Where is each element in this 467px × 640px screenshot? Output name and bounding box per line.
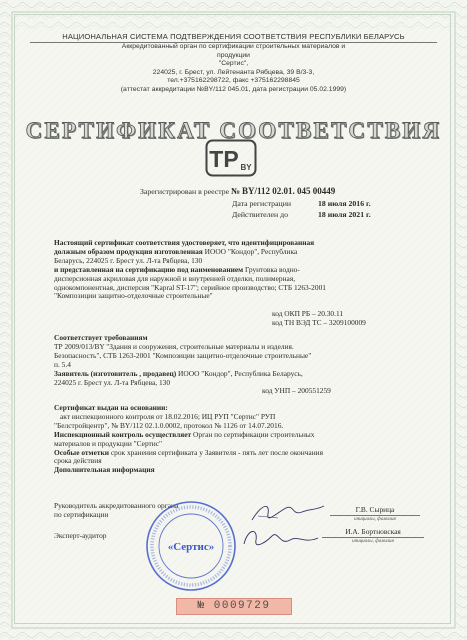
head-name: Г.В. Сырица — [330, 506, 420, 516]
registry-label: Зарегистрирован в реестре — [140, 187, 230, 196]
tr-by-mark-icon — [205, 139, 257, 177]
stamp-center-text: «Сертис» — [167, 541, 215, 553]
reg-date-line — [232, 199, 442, 208]
organization-stamp — [143, 498, 239, 594]
serial-number-plate — [176, 598, 292, 615]
valid-date-label: Действителен до — [232, 210, 288, 219]
applicant-label: Заявитель (изготовитель , продавец) — [54, 368, 177, 378]
requirements-line-2: Безопасность", СТБ 1263-2001 "Композиции защитно-отделочные строительные" — [54, 350, 312, 360]
logo-main-text: TP — [209, 146, 239, 172]
head-label-2: по сертификации — [54, 509, 109, 519]
expert-name: И.А. Бортновская — [322, 528, 424, 538]
authority-phones: тел.+375162298722, факс +375162298845 — [167, 77, 300, 85]
cert-bold: и представленная на сертификацию под наименованием — [54, 264, 244, 274]
valid-date-line — [232, 210, 442, 219]
applicant-name: ИООО "Кондор", Республика Беларусь, — [176, 368, 303, 378]
cert-text-2: дисперсионная акриловая для наружной и внутренней отделки, полимерная, — [54, 273, 296, 283]
basis-block — [54, 404, 414, 475]
body-intro — [54, 239, 414, 301]
cert-text-3: однокомпонентная, дисперсия "Kapral ST-17"; серийное производство; СТБ 1263-2001 — [54, 282, 326, 292]
authority-org: "Сертис", — [218, 60, 249, 68]
registry-number-prefix: № — [231, 186, 241, 196]
reg-date: 18 июля 2016 г. — [317, 199, 371, 208]
intro-address: Беларусь, 224025 г. Брест ул. Л-та Рябцева, 130 — [54, 255, 203, 265]
special-text-2: срока действия — [54, 456, 102, 466]
intro-maker: ИООО "Кондор", Республика — [202, 246, 298, 256]
tnved-code: код ТН ВЭД ТС – 3209100009 — [272, 317, 366, 327]
basis-line-2: "Белстройцентр", № BY/112 02.1.0.0002, протокол № 1126 от 14.07.2016. — [54, 420, 284, 430]
authority-line1: Аккредитованный орган по сертификации строительных материалов и — [121, 43, 346, 50]
expert-handwritten-signature — [238, 524, 322, 554]
serial-number: 0009729 — [213, 600, 271, 612]
head-caption: инициалы, фамилия — [354, 516, 396, 522]
extra-info-label: Дополнительная информация — [54, 465, 155, 475]
intro-bold-1: Настоящий сертификат соответствия удостоверяет, что идентифицированная — [54, 238, 315, 247]
certificate-title: СЕРТИФИКАТ СООТВЕТСТВИЯ — [25, 118, 442, 143]
registry-number: BY/112 02.01. 045 00449 — [242, 186, 336, 196]
expert-label: Эксперт-аудитор — [54, 531, 107, 540]
authority-line2: продукции — [217, 51, 250, 59]
registry-line — [140, 187, 440, 197]
serial-prefix: № — [197, 600, 206, 612]
cert-text-1: Грунтовка водно- — [243, 264, 300, 274]
special-label: Особые отметки — [54, 447, 110, 457]
reg-date-label: Дата регистрации — [232, 199, 292, 208]
authority-accreditation: (аттестат аккредитации №BY/112 045.01, дата регистрации 05.02.1999) — [120, 85, 347, 93]
okp-code: код ОКП РБ – 20.30.11 — [272, 309, 344, 318]
authority-block — [20, 43, 447, 95]
valid-date: 18 июля 2021 г. — [317, 210, 371, 219]
basis-title: Сертификат выдан на основании: — [54, 403, 168, 412]
authority-address: 224025, г. Брест, ул. Лейтенанта Рябцева, 39 В/3-3, — [152, 68, 315, 76]
intro-bold-2: должным образом продукция изготовленная — [54, 246, 203, 256]
applicant-address: 224025 г. Брест ул. Л-та Рябцева, 130 — [54, 377, 171, 387]
control-text-2: материалов и продукции "Сертис" — [54, 438, 163, 448]
expert-caption: инициалы, фамилия — [352, 538, 394, 544]
basis-line-1: акт инспекционного контроля от 18.02.2016; ИЦ РУП "Сертис" РУП — [60, 411, 276, 421]
requirements-block — [54, 334, 414, 387]
expert-signature — [322, 528, 424, 547]
special-text: срок хранения сертификата у Заявителя - пять лет после окончания — [109, 447, 324, 457]
requirements-line-1: ТР 2009/013/BY "Здания и сооружения, строительные материалы и изделия. — [54, 341, 294, 351]
unp-code: код УНП – 200551259 — [262, 386, 331, 395]
codes-block — [272, 310, 432, 328]
system-title: НАЦИОНАЛЬНАЯ СИСТЕМА ПОДТВЕРЖДЕНИЯ СООТВЕТСТВИЯ РЕСПУБЛИКИ БЕЛАРУСЬ — [30, 32, 437, 43]
head-label-1: Руководитель аккредитованного органа — [54, 501, 179, 510]
head-signature — [330, 506, 420, 525]
unp-block — [262, 387, 422, 396]
cert-text-4: "Композиции защитно-отделочные строительные" — [54, 291, 213, 301]
requirements-title: Соответствует требованиям — [54, 333, 148, 342]
header-block — [20, 32, 447, 43]
control-text: Орган по сертификации строительных — [191, 429, 315, 439]
logo-sub-text: BY — [240, 163, 252, 172]
control-label: Инспекционный контроль осуществляет — [54, 429, 192, 439]
requirements-line-3: п. 5.4 — [54, 359, 71, 369]
